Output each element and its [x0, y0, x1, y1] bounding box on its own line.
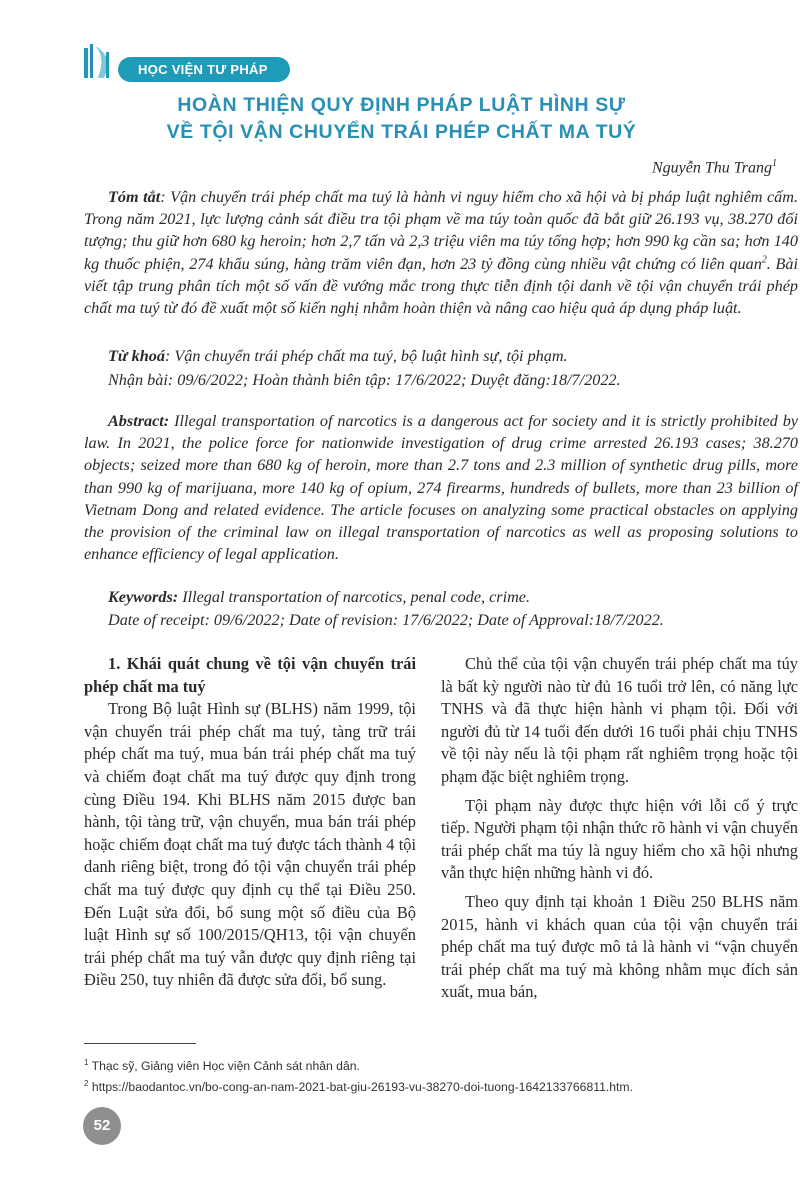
author-name — [652, 158, 777, 177]
dates-vi: Nhận bài: 09/6/2022; Hoàn thành biên tập: 17/6/2022; Duyệt đăng:18/7/2022. — [108, 371, 621, 389]
body-right-column — [441, 653, 798, 1004]
keywords-en-label: Keywords: — [108, 588, 179, 606]
body-left-column — [84, 653, 416, 992]
journal-name-badge: HỌC VIỆN TƯ PHÁP — [118, 57, 290, 82]
abstract-vi-text-2: . Bài viết tập trung phân tích một số vấn đề vướng mắc trong thực tiễn định tội danh về tội vận chuyển trái phép chất ma tuý từ đó đề xuất một số kiến nghị nhằm hoàn thiện và nâng cao hiệu quả áp dụng pháp luật. — [84, 254, 798, 318]
article-title-line-1: HOÀN THIỆN QUY ĐỊNH PHÁP LUẬT HÌNH SỰ — [177, 94, 626, 116]
page-number: 52 — [83, 1107, 121, 1145]
author-text: Nguyễn Thu Trang — [651, 159, 772, 177]
right-paragraph-2: Tội phạm này được thực hiện với lỗi cố ý trực tiếp. Người phạm tội nhận thức rõ hành vi vận chuyển trái phép chất ma túy là nguy hiểm cho xã hội nhưng vẫn thực hiện những hành vi đó. — [441, 795, 798, 883]
abstract-vi-text: : Vận chuyển trái phép chất ma tuý là hành vi nguy hiểm cho xã hội và bị pháp luật nghiêm cấm. Trong năm 2021, lực lượng cảnh sát điều tra tội phạm về ma túy toàn quốc đã bắt giữ 26.193 vụ, 38.270 đối tượng; thu giữ hơn 680 kg heroin; hơn 2,7 tấn và 2,3 triệu viên ma túy tổng hợp; hơn 990 kg cần sa; hơn 140 kg thuốc phiện, 274 khẩu súng, hàng trăm viên đạn, hơn 23 tỷ đồng cùng nhiều vật chứng có liên quan — [84, 188, 798, 273]
right-paragraph-3: Theo quy định tại khoản 1 Điều 250 BLHS năm 2015, hành vi khách quan của tội vận chuyển trái phép chất ma tuý được mô tả là hành vi “vận chuyển trái phép chất ma tuý mà không nhằm mục đích sản xuất, mua bán, — [441, 891, 798, 1002]
abstract-en — [84, 410, 798, 565]
section-heading: 1. Khái quát chung về tội vận chuyển trái phép chất ma tuý — [84, 654, 416, 696]
keywords-vi-text: : Vận chuyển trái phép chất ma tuý, bộ luật hình sự, tội phạm. — [164, 347, 568, 365]
keywords-en-text: Illegal transportation of narcotics, penal code, crime. — [178, 588, 531, 606]
footnote-1-text: Thạc sỹ, Giảng viên Học viện Cảnh sát nhân dân. — [88, 1059, 360, 1074]
abstract-en-label: Abstract: — [108, 412, 170, 430]
journal-logo-icon — [82, 42, 122, 82]
dates-en: Date of receipt: 09/6/2022; Date of revision: 17/6/2022; Date of Approval:18/7/2022. — [108, 611, 664, 629]
footnote-2 — [84, 1079, 633, 1094]
footnote-2-mark: 2 — [84, 1079, 89, 1088]
keywords-vi-label: Từ khoá — [108, 347, 165, 365]
footnote-1 — [84, 1058, 360, 1073]
footnote-2-link[interactable]: https://baodantoc.vn/bo-cong-an-nam-2021-bat-giu-26193-vu-38270-doi-tuong-1642133766811.htm. — [88, 1080, 633, 1095]
author-footnote-mark: 1 — [772, 158, 777, 169]
article-title-line-2: VỀ TỘI VẬN CHUYỂN TRÁI PHÉP CHẤT MA TUÝ — [166, 121, 637, 143]
footnote-1-mark: 1 — [84, 1058, 89, 1067]
left-paragraph-1: Trong Bộ luật Hình sự (BLHS) năm 1999, tội vận chuyển trái phép chất ma tuý, tàng trữ trái phép chất ma tuý, mua bán trái phép chất ma tuý và chiếm đoạt chất ma tuý được quy định trong cùng Điều 194. Khi BLHS năm 2015 được ban hành, tội tàng trữ, vận chuyển, mua bán trái phép hoặc chiếm đoạt chất ma tuý được tách thành 4 tội danh riêng biệt, trong đó tội vận chuyển trái phép chất ma tuý được quy định cụ thể tại Điều 250. Đến Luật sửa đổi, bổ sung một số điều của Bộ luật Hình sự số 100/2015/QH13, tội vận chuyển trái phép chất ma tuý vẫn được quy định riêng tại Điều 250, tuy nhiên đã được sửa đổi, bổ sung. — [84, 699, 416, 990]
footnote-divider — [84, 1043, 196, 1044]
abstract-vi-label: Tóm tắt — [108, 188, 161, 206]
abstract-en-text: Illegal transportation of narcotics is a dangerous act for society and it is strictly prohibited by law. In 2021, the police force for nationwide investigation of drug crime arrested 26.193 cases; 38.270 objects; seized more than 680 kg of heroin, more than 2.7 tons and 2.3 million of synthetic drug pills, more than 990 kg of marijuana, more 140 kg of opium, 274 firearms, hundreds of bullets, more than 23 billion of Vietnam Dong and related evidence. The article focuses on analyzing some practical obstacles on applying the provision of the criminal law on illegal transportation of narcotics as well as proposing solutions to enhance efficiency of legal application. — [84, 412, 798, 564]
article-title — [0, 92, 803, 146]
right-paragraph-1: Chủ thể của tội vận chuyển trái phép chất ma túy là bất kỳ người nào từ đủ 16 tuổi trở lên, có năng lực TNHS và đã thực hiện hành vi phạm tội. Đối với người đủ từ 14 tuổi đến dưới 16 tuổi phải chịu TNHS về tội này nếu là tội phạm rất nghiêm trọng hoặc tội phạm đặc biệt nghiêm trọng. — [441, 654, 798, 786]
keywords-en — [84, 586, 798, 608]
abstract-vi-note: 2 — [761, 254, 767, 266]
abstract-vi — [84, 186, 798, 319]
keywords-vi — [84, 345, 798, 367]
